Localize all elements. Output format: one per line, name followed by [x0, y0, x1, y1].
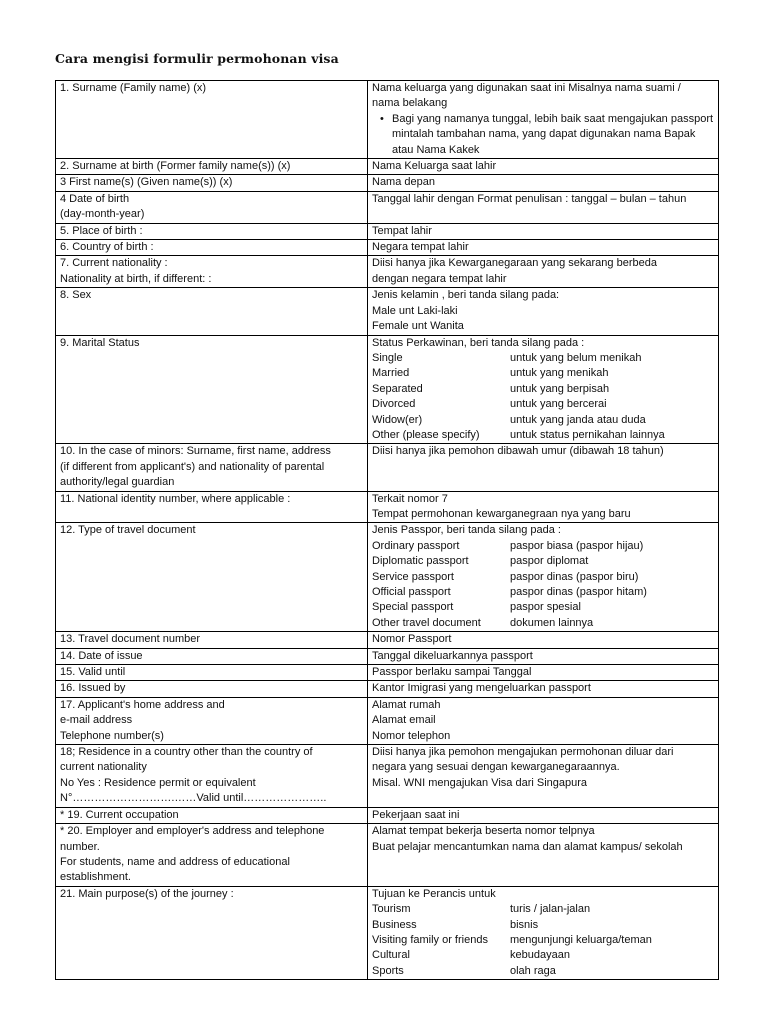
field-label-line: 3 First name(s) (Given name(s)) (x)	[60, 176, 233, 189]
option-label: Diplomatic passport	[372, 555, 469, 568]
instruction-line: Jenis Passpor, beri tanda silang pada :	[372, 524, 561, 537]
field-label-cell	[56, 444, 368, 491]
instruction-line: Nama depan	[372, 176, 435, 189]
field-instruction-cell	[368, 632, 719, 648]
table-row	[56, 523, 719, 632]
instruction-line: Misal. WNI mengajukan Visa dari Singapura	[372, 776, 588, 789]
table-row	[56, 256, 719, 288]
option-translation: untuk yang bercerai	[510, 398, 607, 411]
instruction-line: Nomor telephon	[372, 729, 451, 742]
instruction-line: Diisi hanya jika pemohon dibawah umur (dibawah 18 tahun)	[372, 445, 664, 458]
field-label-line: 6. Country of birth :	[60, 241, 154, 254]
option-label: Widow(er)	[372, 413, 423, 426]
option-row	[372, 600, 714, 615]
table-row	[56, 491, 719, 523]
field-instruction-cell	[368, 159, 719, 175]
table-row	[56, 81, 719, 159]
option-row	[372, 616, 714, 631]
field-label-line: 1. Surname (Family name) (x)	[60, 82, 207, 94]
option-translation: mengunjungi keluarga/teman	[510, 933, 652, 946]
field-instruction-cell	[368, 648, 719, 664]
field-label-cell	[56, 256, 368, 288]
option-label: Divorced	[372, 398, 416, 411]
field-instruction-cell	[368, 681, 719, 697]
field-label-line: N°……………………….……Valid until…………………..	[60, 792, 327, 805]
option-row	[372, 366, 714, 381]
field-instruction-cell	[368, 745, 719, 808]
field-label-line: 15. Valid until	[60, 666, 126, 679]
field-label-cell	[56, 81, 368, 159]
table-row	[56, 807, 719, 823]
instruction-line: Status Perkawinan, beri tanda silang pada :	[372, 336, 585, 349]
field-label-cell	[56, 175, 368, 191]
option-label: Sports	[372, 964, 404, 977]
table-row	[56, 824, 719, 887]
option-label: Married	[372, 367, 410, 380]
instruction-line: Negara tempat lahir	[372, 241, 469, 254]
form-table-body	[56, 81, 719, 980]
table-row	[56, 335, 719, 444]
instruction-line: Male unt Laki-laki	[372, 304, 458, 317]
field-label-cell	[56, 159, 368, 175]
field-instruction-cell	[368, 665, 719, 681]
visa-form-table	[55, 80, 719, 980]
option-row	[372, 539, 714, 554]
instruction-line: Tanggal dikeluarkannya passport	[372, 649, 533, 662]
table-row	[56, 223, 719, 239]
field-label-cell	[56, 886, 368, 979]
option-translation: paspor diplomat	[510, 555, 589, 568]
field-label-line: establishment.	[60, 871, 131, 884]
field-label-line: 5. Place of birth :	[60, 224, 143, 237]
table-row	[56, 444, 719, 491]
option-translation: paspor biasa (paspor hijau)	[510, 539, 644, 552]
field-label-line: 18; Residence in a country other than the country of	[60, 746, 313, 759]
option-label: Other (please specify)	[372, 428, 480, 441]
field-label-line: No Yes : Residence permit or equivalent	[60, 776, 256, 789]
field-instruction-cell	[368, 191, 719, 223]
option-label: Business	[372, 918, 417, 931]
option-translation: dokumen lainnya	[510, 616, 594, 629]
field-instruction-cell	[368, 175, 719, 191]
table-row	[56, 288, 719, 335]
option-translation: paspor spesial	[510, 601, 581, 614]
table-row	[56, 886, 719, 979]
field-label-line: (day-month-year)	[60, 208, 145, 221]
option-row	[372, 351, 714, 366]
field-label-line: * 20. Employer and employer's address and telephone	[60, 825, 325, 838]
field-label-line: 7. Current nationality :	[60, 257, 168, 270]
instruction-line: Tujuan ke Perancis untuk	[372, 887, 496, 900]
option-translation: untuk yang menikah	[510, 367, 609, 380]
option-row	[372, 382, 714, 397]
field-label-line: * 19. Current occupation	[60, 808, 179, 821]
field-label-line: For students, name and address of educational	[60, 855, 290, 868]
field-label-cell	[56, 491, 368, 523]
option-translation: untuk yang janda atau duda	[510, 413, 646, 426]
option-row	[372, 585, 714, 600]
field-label-cell	[56, 288, 368, 335]
instruction-line: Diisi hanya jika Kewarganegaraan yang sekarang berbeda	[372, 257, 657, 270]
instruction-line: Pekerjaan saat ini	[372, 808, 460, 821]
field-label-line: 13. Travel document number	[60, 633, 201, 646]
field-label-cell	[56, 745, 368, 808]
option-label: Single	[372, 351, 403, 364]
instruction-line: Nama keluarga yang digunakan saat ini Misalnya nama suami /	[372, 82, 681, 94]
option-label: Official passport	[372, 586, 451, 598]
field-instruction-cell	[368, 523, 719, 632]
instruction-line: nama belakang	[372, 97, 448, 110]
field-label-cell	[56, 648, 368, 664]
instruction-line: Tempat permohonan kewarganegraan nya yang baru	[372, 507, 631, 520]
option-translation: olah raga	[510, 964, 556, 977]
field-instruction-cell	[368, 223, 719, 239]
instruction-line: Diisi hanya jika pemohon mengajukan permohonan diluar dari	[372, 746, 674, 759]
table-row	[56, 175, 719, 191]
field-label-line: 10. In the case of minors: Surname, first name, address	[60, 445, 331, 458]
option-row	[372, 428, 714, 443]
option-label: Ordinary passport	[372, 539, 460, 552]
instruction-line: Alamat email	[372, 714, 436, 727]
option-label: Other travel document	[372, 616, 481, 629]
field-label-line: authority/legal guardian	[60, 476, 175, 489]
instruction-line: Nomor Passport	[372, 633, 452, 646]
field-label-line: 17. Applicant's home address and	[60, 698, 225, 711]
field-label-line: 4 Date of birth	[60, 192, 130, 205]
instruction-line: Tanggal lahir dengan Format penulisan : tanggal – bulan – tahun	[372, 192, 687, 205]
option-row	[372, 554, 714, 569]
field-label-cell	[56, 665, 368, 681]
field-label-line: 14. Date of issue	[60, 649, 143, 662]
option-label: Special passport	[372, 601, 454, 614]
table-row	[56, 648, 719, 664]
option-row	[372, 964, 714, 979]
table-row	[56, 697, 719, 744]
option-row	[372, 570, 714, 585]
option-translation: untuk yang berpisah	[510, 382, 610, 395]
option-label: Separated	[372, 382, 423, 395]
field-label-cell	[56, 335, 368, 444]
field-instruction-cell	[368, 256, 719, 288]
table-row	[56, 745, 719, 808]
field-label-cell	[56, 223, 368, 239]
field-instruction-cell	[368, 240, 719, 256]
field-instruction-cell	[368, 491, 719, 523]
option-row	[372, 948, 714, 963]
option-translation: turis / jalan-jalan	[510, 903, 591, 916]
field-instruction-cell	[368, 807, 719, 823]
field-instruction-cell	[368, 824, 719, 887]
instruction-line: Buat pelajar mencantumkan nama dan alamat kampus/ sekolah	[372, 840, 683, 853]
field-label-line: e-mail address	[60, 714, 133, 727]
option-label: Visiting family or friends	[372, 933, 488, 946]
option-label: Cultural	[372, 949, 410, 962]
option-row	[372, 397, 714, 412]
option-translation: untuk yang belum menikah	[510, 351, 642, 364]
field-instruction-cell	[368, 81, 719, 159]
instruction-line: Alamat tempat bekerja beserta nomor telpnya	[372, 825, 595, 838]
instruction-line: negara yang sesuai dengan kewarganegaraannya.	[372, 761, 620, 774]
instruction-line: Jenis kelamin , beri tanda silang pada:	[372, 289, 560, 302]
instruction-line: Female unt Wanita	[372, 320, 464, 333]
field-label-line: current nationality	[60, 761, 147, 774]
field-label-line: Telephone number(s)	[60, 729, 164, 742]
instruction-line: Alamat rumah	[372, 698, 441, 711]
instruction-line: Tempat lahir	[372, 224, 432, 237]
field-label-line: 2. Surname at birth (Former family name(s)) (x)	[60, 160, 291, 173]
option-translation: kebudayaan	[510, 949, 570, 962]
field-label-line: 16. Issued by	[60, 682, 126, 695]
instruction-line: Terkait nomor 7	[372, 492, 448, 505]
option-row	[372, 902, 714, 917]
option-translation: bisnis	[510, 918, 539, 931]
field-instruction-cell	[368, 444, 719, 491]
field-label-line: number.	[60, 840, 100, 853]
page-title: Cara mengisi formulir permohonan visa	[55, 51, 339, 66]
field-label-line: 21. Main purpose(s) of the journey :	[60, 887, 234, 900]
option-label: Service passport	[372, 570, 454, 583]
field-label-line: 12. Type of travel document	[60, 524, 196, 537]
table-row	[56, 632, 719, 648]
option-translation: paspor dinas (paspor hitam)	[510, 586, 647, 598]
option-translation: untuk status pernikahan lainnya	[510, 428, 665, 441]
field-label-cell	[56, 807, 368, 823]
field-instruction-cell	[368, 697, 719, 744]
table-row	[56, 665, 719, 681]
field-label-line: Nationality at birth, if different: :	[60, 272, 212, 285]
instruction-line: Passpor berlaku sampai Tanggal	[372, 666, 532, 679]
field-label-line: 9. Marital Status	[60, 336, 140, 349]
option-row	[372, 413, 714, 428]
field-label-cell	[56, 824, 368, 887]
field-instruction-cell	[368, 288, 719, 335]
table-row	[56, 159, 719, 175]
instruction-bullet-list	[372, 112, 714, 158]
field-instruction-cell	[368, 335, 719, 444]
field-label-cell	[56, 681, 368, 697]
instruction-line: dengan negara tempat lahir	[372, 272, 507, 285]
field-label-cell	[56, 697, 368, 744]
option-label: Tourism	[372, 903, 411, 916]
table-row	[56, 681, 719, 697]
instruction-line: Kantor Imigrasi yang mengeluarkan passport	[372, 682, 591, 695]
field-label-line: 11. National identity number, where applicable :	[60, 492, 291, 505]
field-instruction-cell	[368, 886, 719, 979]
field-label-cell	[56, 191, 368, 223]
table-row	[56, 191, 719, 223]
table-row	[56, 240, 719, 256]
field-label-line: (if different from applicant's) and nationality of parental	[60, 460, 325, 473]
field-label-cell	[56, 632, 368, 648]
instruction-bullet: • Bagi yang namanya tunggal, lebih baik saat mengajukan passport mintalah tambahan nama, yang dapat digunakan nama Bapak atau Nama Kakek	[392, 112, 714, 158]
option-row	[372, 918, 714, 933]
field-label-cell	[56, 240, 368, 256]
instruction-line: Nama Keluarga saat lahir	[372, 160, 497, 173]
option-row	[372, 933, 714, 948]
field-label-line: 8. Sex	[60, 289, 92, 302]
field-label-cell	[56, 523, 368, 632]
option-translation: paspor dinas (paspor biru)	[510, 570, 639, 583]
